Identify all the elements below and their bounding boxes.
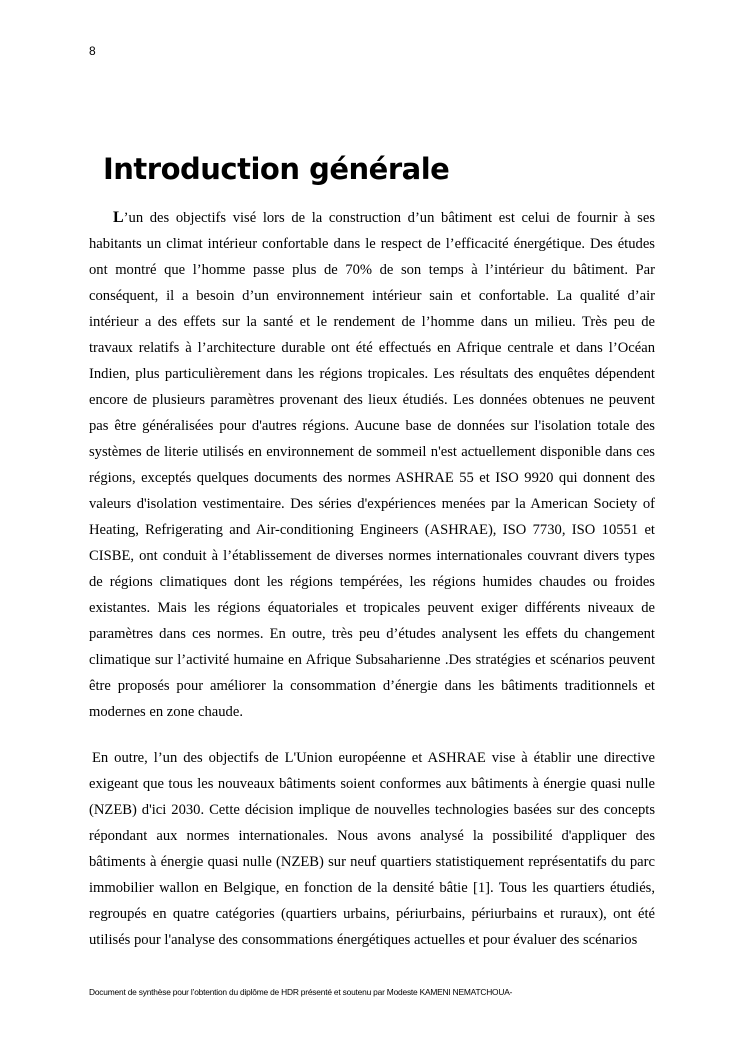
paragraph-initial: L bbox=[113, 209, 124, 226]
paragraph-intro bbox=[89, 205, 655, 725]
page-footer: Document de synthèse pour l’obtention du diplôme de HDR présenté et soutenu par Modeste KAMENI NEMATCHOUA- bbox=[89, 987, 513, 997]
page-title: Introduction générale bbox=[103, 152, 450, 186]
page-number: 8 bbox=[89, 44, 96, 58]
paragraph-second: En outre, l’un des objectifs de L'Union européenne et ASHRAE vise à établir une directive exigeant que tous les nouveaux bâtiments soient conformes aux bâtiments à énergie quasi nulle (NZEB) d'ici 2030. Cette décision implique de nouvelles technologies basées sur des concepts répondant aux normes internationales. Nous avons analysé la possibilité d'appliquer des bâtiments à énergie quasi nulle (NZEB) sur neuf quartiers statistiquement représentatifs du parc immobilier wallon en Belgique, en fonction de la densité bâtie [1]. Tous les quartiers étudiés, regroupés en quatre catégories (quartiers urbains, périurbains, périurbains et ruraux), ont été utilisés pour l'analyse des consommations énergétiques actuelles et pour évaluer des scénarios bbox=[89, 750, 655, 948]
paragraph-intro-text: ’un des objectifs visé lors de la construction d’un bâtiment est celui de fournir à ses habitants un climat intérieur confortable dans le respect de l’efficacité énergétique. Des études ont montré que l’homme passe plus de 70% de son temps à l’intérieur du bâtiment. Par conséquent, il a besoin d’un environnement intérieur sain et confortable. La qualité d’air intérieur a des effets sur la santé et le rendement de l’homme dans un milieu. Très peu de travaux relatifs à l’architecture durable ont été effectués en Afrique centrale et dans l’Océan Indien, plus particulièrement dans les régions tropicales. Les résultats des enquêtes dépendent encore de plusieurs paramètres provenant des lieux étudiés. Les données obtenues ne peuvent pas être généralisées pour d'autres régions. Aucune base de données sur l'isolation totale des systèmes de literie utilisés en environnement de sommeil n'est actuellement disponible dans ces régions, exceptés quelques documents des normes ASHRAE 55 et ISO 9920 qui donnent des valeurs d'isolation vestimentaire. Des séries d'expériences menées par la American Society of Heating, Refrigerating and Air-conditioning Engineers (ASHRAE), ISO 7730, ISO 10551 et CISBE, ont conduit à l’établissement de diverses normes internationales couvrant divers types de régions climatiques dont les régions tempérées, les régions humides chaudes ou froides existantes. Mais les régions équatoriales et tropicales peuvent exiger différents niveaux de paramètres dans ces normes. En outre, très peu d’études analysent les effets du changement climatique sur l’activité humaine en Afrique Subsaharienne .Des stratégies et scénarios peuvent être proposés pour améliorer la consommation d’énergie dans les bâtiments traditionnels et modernes en zone chaude. bbox=[89, 210, 655, 720]
